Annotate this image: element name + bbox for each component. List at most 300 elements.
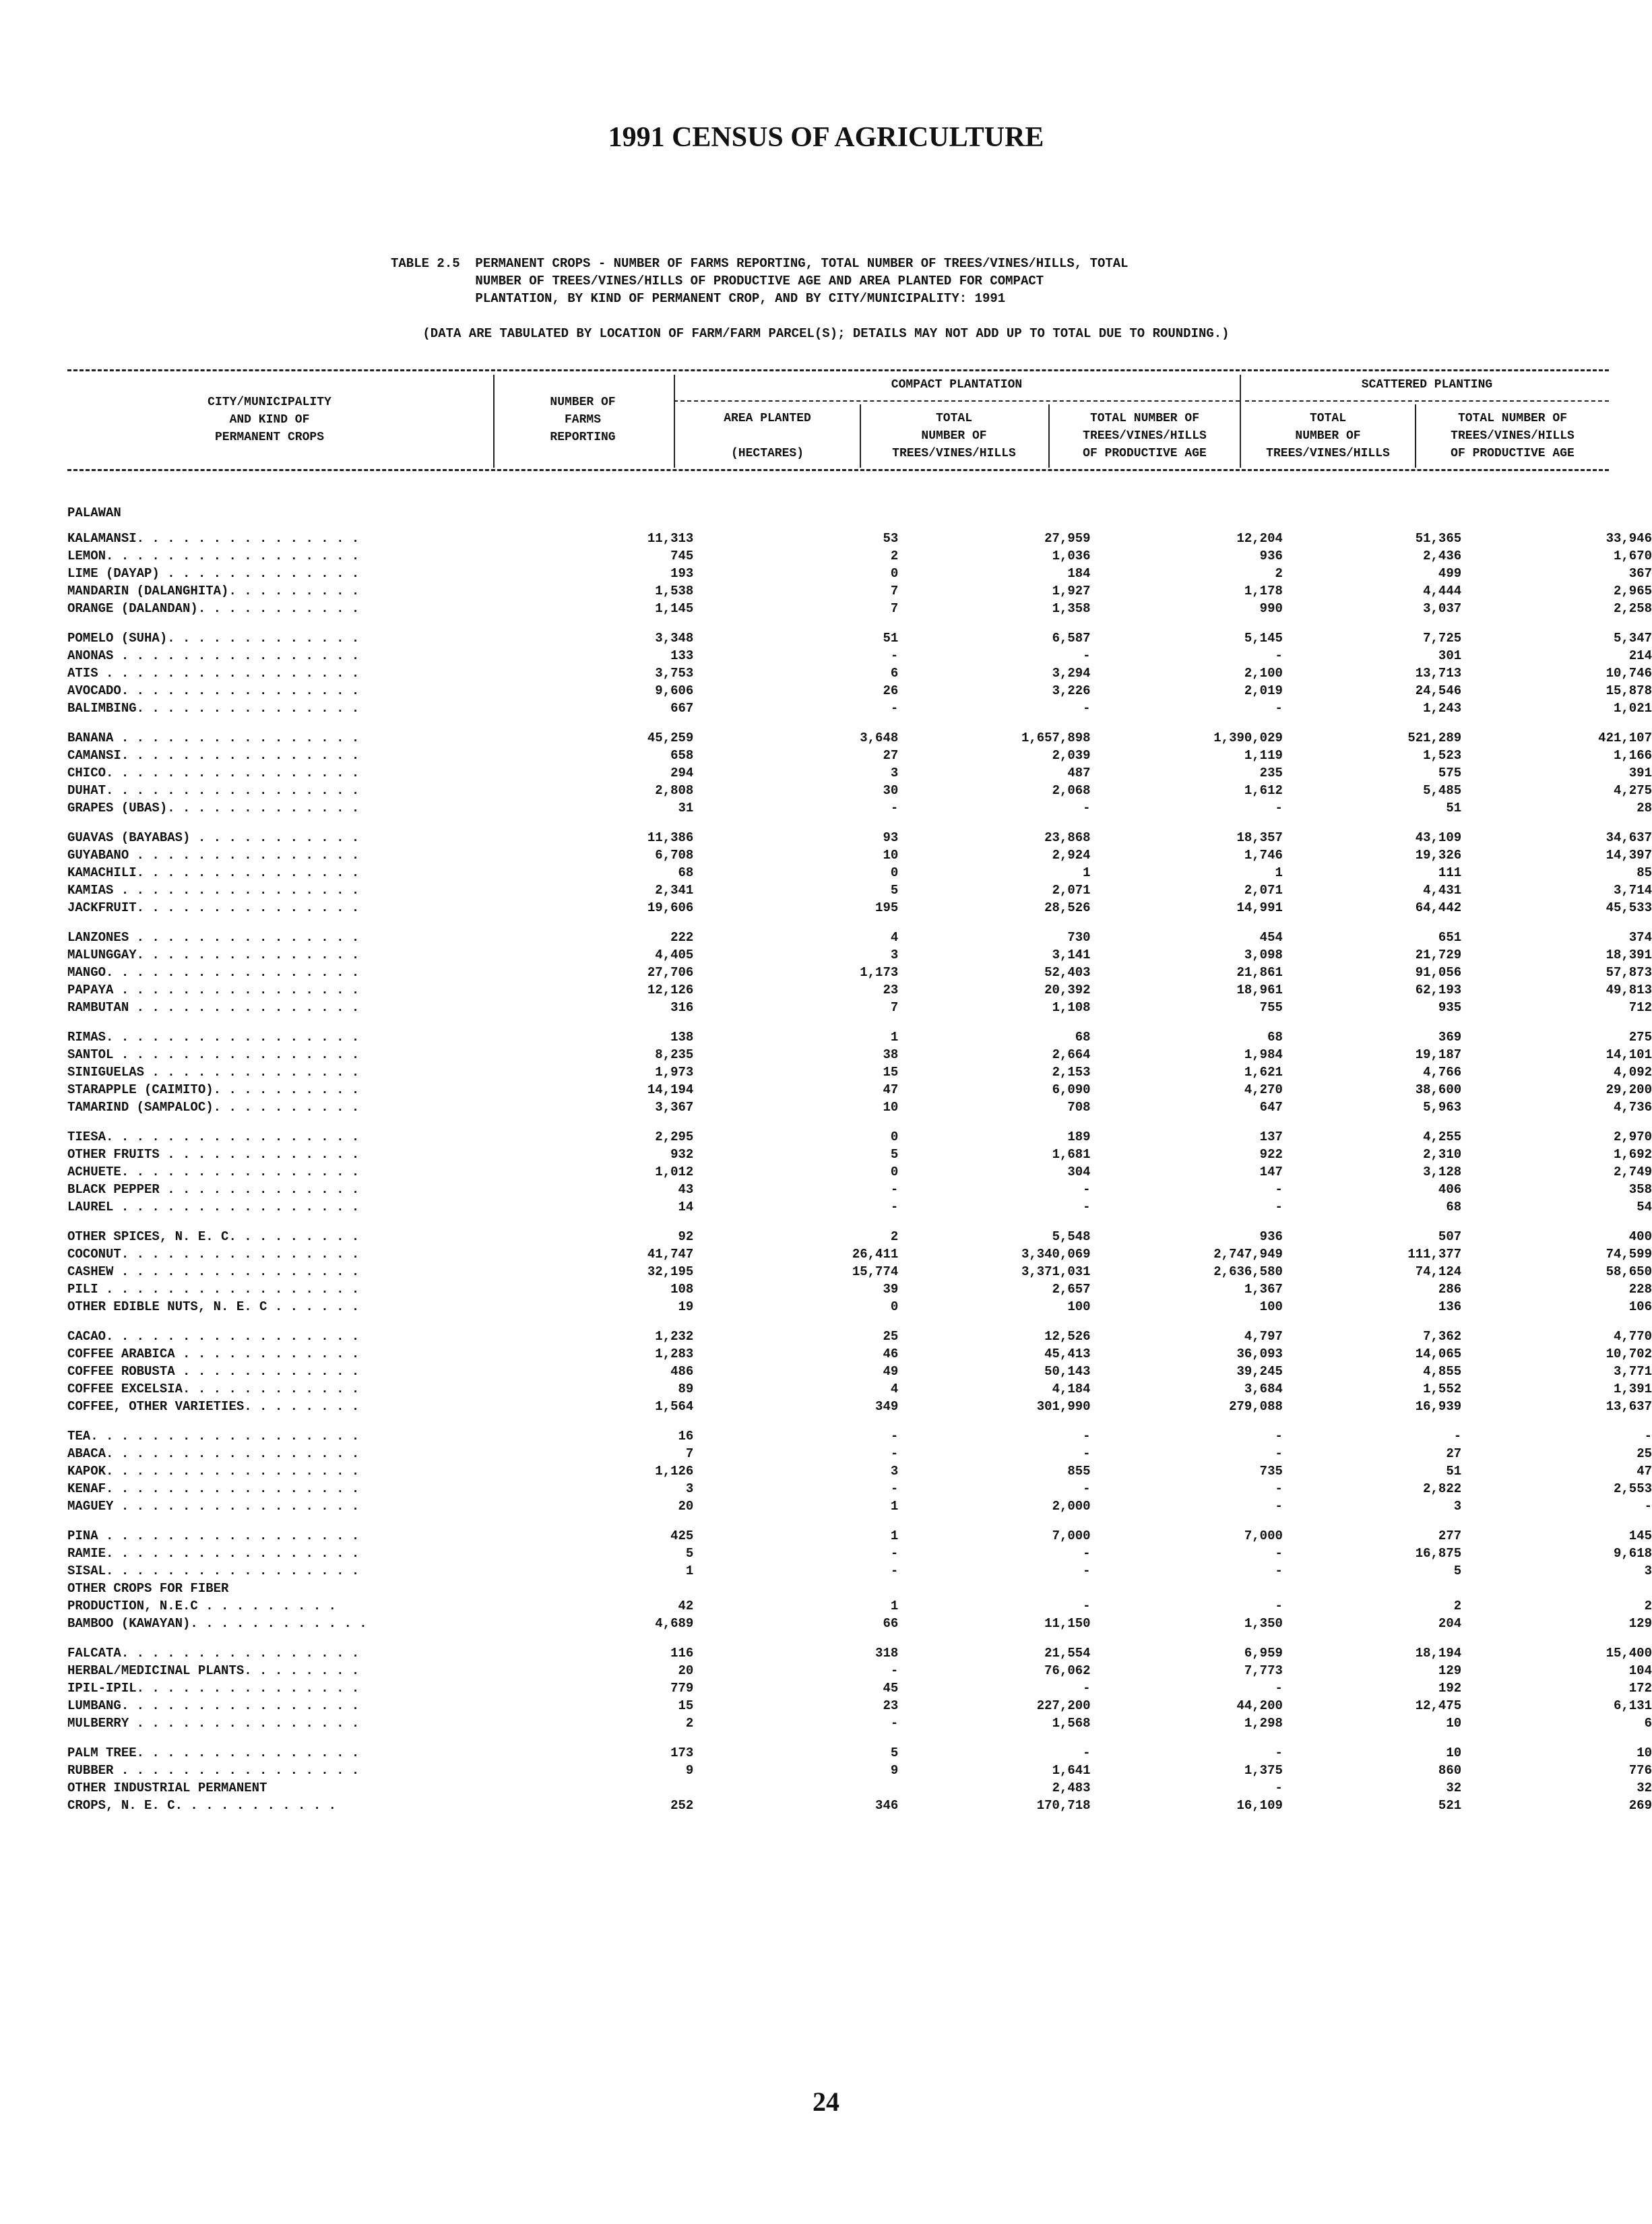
scattered-total-cell: 18,194 [1415,1646,1462,1661]
compact-total-cell: 855 [1067,1464,1091,1479]
scattered-productive-cell: 214 [1628,648,1652,663]
table-row [67,1128,1652,1146]
table-row [67,1644,1652,1662]
farms-reporting-cell: 316 [670,1000,694,1015]
scattered-productive-cell: 5,347 [1613,631,1652,646]
table-row [67,1597,1652,1615]
scattered-productive-cell: 49,813 [1606,983,1652,997]
table-row [67,747,1652,764]
compact-productive-cell: - [1275,701,1283,716]
table-row [67,882,1652,899]
scattered-productive-cell: 14,101 [1606,1047,1652,1062]
scattered-total-cell: 1,523 [1423,748,1462,763]
scattered-total-cell: 19,326 [1415,848,1462,863]
compact-total-cell: 2,000 [1052,1499,1091,1514]
scattered-total-cell: 62,193 [1415,983,1462,997]
scattered-total-cell: 4,431 [1423,883,1462,898]
area-planted-cell: - [890,1546,899,1561]
scattered-total-cell: 5,963 [1423,1100,1462,1115]
spacer-cell [67,917,1652,929]
crop-name: LIME (DAYAP) . . . . . . . . . . . . . [67,566,360,581]
table-row [67,1797,1652,1814]
farms-reporting-cell: 92 [678,1229,694,1244]
compact-productive-cell: - [1275,1446,1283,1461]
scattered-productive-cell: 172 [1628,1681,1652,1696]
header-col5-line1: TOTAL [1309,412,1346,425]
compact-total-cell: 23,868 [1044,830,1091,845]
compact-productive-cell: 1,350 [1244,1616,1283,1631]
compact-productive-cell: 454 [1259,930,1283,945]
farms-reporting-cell: 12,126 [647,983,694,997]
scattered-total-cell: 4,766 [1423,1065,1462,1080]
table-row [67,1380,1652,1398]
compact-total-cell [898,1580,1090,1597]
farms-reporting-cell: 1,538 [655,584,694,598]
scattered-total-cell: 651 [1438,930,1462,945]
scattered-productive-cell: 129 [1628,1616,1652,1631]
area-planted-cell: 5 [890,1147,899,1162]
scattered-productive-cell: 45,533 [1606,900,1652,915]
scattered-total-cell: 3 [1453,1499,1462,1514]
area-planted-cell: 38 [883,1047,899,1062]
crop-name: RAMIE. . . . . . . . . . . . . . . . . [67,1546,360,1561]
header-col5-line3: TREES/VINES/HILLS [1266,447,1390,460]
compact-total-cell: 170,718 [1036,1798,1091,1813]
area-planted-cell: 51 [883,631,899,646]
scattered-productive-cell: 1,692 [1613,1147,1652,1162]
scattered-total-cell: 51 [1446,1464,1462,1479]
scattered-productive-cell: 14,397 [1606,848,1652,863]
compact-total-cell: - [1083,1599,1091,1613]
compact-total-cell: 76,062 [1044,1663,1091,1678]
table-row [67,565,1652,582]
scattered-productive-cell: 367 [1628,566,1652,581]
scattered-total-cell: 406 [1438,1182,1462,1197]
scattered-productive-cell: 1,391 [1613,1382,1652,1396]
area-planted-cell: 0 [890,1165,899,1179]
table-row [67,1744,1652,1762]
group-spacer [67,1016,1652,1028]
compact-total-cell: - [1083,1481,1091,1496]
table-row [67,682,1652,700]
farms-reporting-cell: 932 [670,1147,694,1162]
scattered-total-cell: 4,855 [1423,1364,1462,1379]
table-row [67,600,1652,617]
scattered-total-cell: 1,552 [1423,1382,1462,1396]
crop-name: MAGUEY . . . . . . . . . . . . . . . . [67,1499,360,1514]
farms-reporting-cell: 173 [670,1746,694,1760]
farms-reporting-cell: 9,606 [655,683,694,698]
header-col3-line3: TREES/VINES/HILLS [892,447,1016,460]
crop-name: GUAVAS (BAYABAS) . . . . . . . . . . . [67,830,360,845]
compact-productive-cell: 39,245 [1236,1364,1283,1379]
compact-productive-cell: 44,200 [1236,1698,1283,1713]
farms-reporting-cell: 27,706 [647,965,694,980]
area-planted-cell: 7 [890,1000,899,1015]
farms-reporting-cell: 108 [670,1282,694,1297]
farms-reporting-cell: 6,708 [655,848,694,863]
scattered-total-cell: 3,037 [1423,601,1462,616]
spacer-cell [67,1316,1652,1328]
header-col6-line2: TREES/VINES/HILLS [1451,429,1575,443]
group-spacer [67,1732,1652,1744]
scattered-total-cell: 286 [1438,1282,1462,1297]
area-planted-cell: - [890,1716,899,1731]
farms-reporting-cell: 116 [670,1646,694,1661]
table-row [67,782,1652,799]
crop-name: CASHEW . . . . . . . . . . . . . . . . [67,1264,360,1279]
scattered-total-cell: 192 [1438,1681,1462,1696]
table-row [67,1163,1652,1181]
farms-reporting-cell: 5 [685,1546,694,1561]
compact-productive-cell: 147 [1259,1165,1283,1179]
table-row [67,1462,1652,1480]
scattered-total-cell [1283,1580,1461,1597]
compact-productive-cell: 100 [1259,1299,1283,1314]
compact-total-cell: 304 [1067,1165,1091,1179]
compact-total-cell: 487 [1067,766,1091,780]
farms-reporting-cell: 20 [678,1499,694,1514]
crop-name: SINIGUELAS . . . . . . . . . . . . . . [67,1065,360,1080]
compact-total-cell: 3,141 [1052,948,1091,962]
area-planted-cell: - [890,1200,899,1214]
scattered-productive-cell: 1,670 [1613,549,1652,563]
farms-reporting-cell [495,1580,693,1597]
farms-reporting-cell: 745 [670,549,694,563]
crop-name: OTHER INDUSTRIAL PERMANENT [67,1781,267,1795]
compact-productive-cell: 1,390,029 [1213,731,1283,745]
farms-reporting-cell: 294 [670,766,694,780]
compact-productive-cell: 1,178 [1244,584,1283,598]
farms-reporting-cell: 4,405 [655,948,694,962]
area-planted-cell: 47 [883,1082,899,1097]
scattered-total-cell: 21,729 [1415,948,1462,962]
table-row [67,1245,1652,1263]
compact-total-cell: - [1083,1446,1091,1461]
farms-reporting-cell: 425 [670,1528,694,1543]
scattered-total-cell: 1,243 [1423,701,1462,716]
scattered-productive-cell: 106 [1628,1299,1652,1314]
table-row [67,1046,1652,1063]
compact-productive-cell [1091,1580,1283,1597]
crop-name: CACAO. . . . . . . . . . . . . . . . . [67,1329,360,1344]
area-planted-cell: 4 [890,1382,899,1396]
table-row [67,1028,1652,1046]
header-farms-reporting [499,394,667,446]
area-planted-cell: 30 [883,783,899,798]
scattered-productive-cell: 29,200 [1606,1082,1652,1097]
compact-total-cell: 21,554 [1044,1646,1091,1661]
compact-total-cell: - [1083,1746,1091,1760]
compact-total-cell: 6,090 [1052,1082,1091,1097]
table-row [67,1715,1652,1732]
table-row [67,1081,1652,1099]
table-row [67,1228,1652,1245]
farms-reporting-cell: 20 [678,1663,694,1678]
header-scattered-total [1241,410,1415,462]
header-compact-total [861,410,1047,462]
crop-name: COFFEE ROBUSTA . . . . . . . . . . . . [67,1364,360,1379]
group-spacer [67,1515,1652,1527]
scattered-total-cell: 3,128 [1423,1165,1462,1179]
compact-total-cell: 5,548 [1052,1229,1091,1244]
table-row [67,1099,1652,1116]
header-col0-line1: CITY/MUNICIPALITY [208,396,331,409]
crop-name: OTHER FRUITS . . . . . . . . . . . . . [67,1147,360,1162]
table-row [67,1198,1652,1216]
crop-name: SANTOL . . . . . . . . . . . . . . . . [67,1047,360,1062]
scattered-productive-cell: 712 [1628,1000,1652,1015]
crop-name: COCONUT. . . . . . . . . . . . . . . . [67,1247,360,1262]
table-row [67,1146,1652,1163]
scattered-productive-cell: 3,714 [1613,883,1652,898]
compact-productive-cell: 755 [1259,1000,1283,1015]
scattered-productive-cell: 2,258 [1613,601,1652,616]
compact-total-cell: 2,071 [1052,883,1091,898]
scattered-total-cell: 24,546 [1415,683,1462,698]
compact-total-cell: 1,641 [1052,1763,1091,1778]
crop-name: OTHER EDIBLE NUTS, N. E. C . . . . . . [67,1299,360,1314]
compact-productive-cell: 1,119 [1244,748,1283,763]
farms-reporting-cell: 2,341 [655,883,694,898]
compact-total-cell: - [1083,1564,1091,1578]
area-planted-cell: 5 [890,883,899,898]
scattered-total-cell: 2,436 [1423,549,1462,563]
crop-name: KAMACHILI. . . . . . . . . . . . . . . [67,865,360,880]
compact-total-cell: 2,657 [1052,1282,1091,1297]
scattered-productive-cell: 10,702 [1606,1347,1652,1361]
area-planted-cell: 10 [883,848,899,863]
group-spacer [67,817,1652,829]
area-planted-cell: 4 [890,930,899,945]
scattered-total-cell: 2,310 [1423,1147,1462,1162]
header-compact-productive [1050,410,1240,462]
area-planted-cell: 26,411 [852,1247,899,1262]
compact-productive-cell: 137 [1259,1130,1283,1144]
farms-reporting-cell: 193 [670,566,694,581]
compact-productive-cell: 21,861 [1236,965,1283,980]
scattered-total-cell: 111,377 [1407,1247,1462,1262]
compact-productive-cell: 1,621 [1244,1065,1283,1080]
compact-productive-cell: - [1275,1599,1283,1613]
scattered-productive-cell: 776 [1628,1763,1652,1778]
area-planted-cell: 23 [883,1698,899,1713]
scattered-total-cell: 2 [1453,1599,1462,1613]
compact-total-cell: 2,664 [1052,1047,1091,1062]
compact-productive-cell: - [1275,1746,1283,1760]
farms-reporting-cell: 3,367 [655,1100,694,1115]
header-col2-line1: AREA PLANTED [724,412,811,425]
compact-productive-cell: 2,100 [1244,666,1283,681]
compact-total-cell: 1,927 [1052,584,1091,598]
area-planted-cell: 66 [883,1616,899,1631]
scattered-productive-cell: 58,650 [1606,1264,1652,1279]
compact-productive-cell: 7,000 [1244,1528,1283,1543]
scattered-divider [1245,400,1609,402]
compact-productive-cell: - [1275,1781,1283,1795]
area-planted-cell: 1 [890,1528,899,1543]
table-row [67,665,1652,682]
empty-cell [495,496,693,530]
table-row [67,1615,1652,1632]
farms-reporting-cell: 133 [670,648,694,663]
area-planted-cell [693,1580,898,1597]
group-spacer [67,617,1652,629]
crop-name: PRODUCTION, N.E.C . . . . . . . . . [67,1599,337,1613]
header-col1-line1: NUMBER OF [550,396,616,409]
header-col4-line3: OF PRODUCTIVE AGE [1083,447,1207,460]
area-planted-cell: 1 [890,1499,899,1514]
compact-total-cell: 1,681 [1052,1147,1091,1162]
scattered-total-cell: 12,475 [1415,1698,1462,1713]
area-planted-cell: - [890,801,899,815]
area-planted-cell: 1 [890,1599,899,1613]
scattered-productive-cell: 9,618 [1613,1546,1652,1561]
crop-name: LUMBANG. . . . . . . . . . . . . . . . [67,1698,360,1713]
area-planted-cell: 10 [883,1100,899,1115]
area-planted-cell: 23 [883,983,899,997]
table-row [67,899,1652,917]
table-caption [391,255,1129,307]
scattered-total-cell: 5,485 [1423,783,1462,798]
crop-name: CROPS, N. E. C. . . . . . . . . . . [67,1798,337,1813]
table-row [67,1398,1652,1415]
scattered-productive-cell: 2 [1644,1599,1652,1613]
farms-reporting-cell: 2 [685,1716,694,1731]
scattered-productive-cell: 3,771 [1613,1364,1652,1379]
scattered-productive-cell: 1,021 [1613,701,1652,716]
compact-productive-cell: - [1275,1182,1283,1197]
table-row [67,799,1652,817]
compact-total-cell: 52,403 [1044,965,1091,980]
table-row [67,629,1652,647]
compact-productive-cell: - [1275,801,1283,815]
scattered-total-cell: 4,444 [1423,584,1462,598]
header-col6-line3: OF PRODUCTIVE AGE [1451,447,1575,460]
scattered-productive-cell: 15,400 [1606,1646,1652,1661]
compact-total-cell: 45,413 [1044,1347,1091,1361]
farms-reporting-cell: 658 [670,748,694,763]
table-row [67,582,1652,600]
scattered-productive-cell: 4,092 [1613,1065,1652,1080]
table-row [67,999,1652,1016]
scattered-productive-cell: 18,391 [1606,948,1652,962]
caption-line-1: TABLE 2.5 PERMANENT CROPS - NUMBER OF FARMS REPORTING, TOTAL NUMBER OF TREES/VINES/HILLS, TOTAL [391,256,1129,271]
compact-total-cell: 20,392 [1044,983,1091,997]
scattered-total-cell: 2,822 [1423,1481,1462,1496]
empty-cell [693,496,898,530]
area-planted-cell: - [890,1663,899,1678]
table-row [67,929,1652,946]
table-row [67,1580,1652,1597]
scattered-total-cell: 43,109 [1415,830,1462,845]
table-row [67,1445,1652,1462]
crop-name: LAUREL . . . . . . . . . . . . . . . . [67,1200,360,1214]
farms-reporting-cell: 3,348 [655,631,694,646]
empty-cell [1461,496,1652,530]
crop-name: BALIMBING. . . . . . . . . . . . . . . [67,701,360,716]
header-col3-line2: NUMBER OF [921,429,987,443]
area-planted-cell: - [890,648,899,663]
farms-reporting-cell: 7 [685,1446,694,1461]
compact-productive-cell: 279,088 [1229,1399,1283,1414]
scattered-productive-cell: 3 [1644,1564,1652,1578]
scattered-total-cell: 14,065 [1415,1347,1462,1361]
crop-name: JACKFRUIT. . . . . . . . . . . . . . . [67,900,360,915]
area-planted-cell: 46 [883,1347,899,1361]
table-row [67,1181,1652,1198]
farms-reporting-cell: 1 [685,1564,694,1578]
scattered-productive-cell: 6,131 [1613,1698,1652,1713]
compact-total-cell: - [1083,1200,1091,1214]
crop-name: ABACA. . . . . . . . . . . . . . . . . [67,1446,360,1461]
scattered-productive-cell: 28 [1637,801,1652,815]
scattered-total-cell: 68 [1446,1200,1462,1214]
group-spacer [67,1116,1652,1128]
table-row [67,647,1652,665]
compact-productive-cell: - [1275,1481,1283,1496]
compact-productive-cell: 990 [1259,601,1283,616]
scattered-total-cell: 575 [1438,766,1462,780]
area-planted-cell: - [890,1564,899,1578]
area-planted-cell: - [890,1446,899,1461]
compact-total-cell: 189 [1067,1130,1091,1144]
crop-name: RUBBER . . . . . . . . . . . . . . . . [67,1763,360,1778]
compact-total-cell: 27,959 [1044,531,1091,546]
compact-total-cell: - [1083,801,1091,815]
compact-total-cell: 1,657,898 [1021,731,1091,745]
table-row [67,1063,1652,1081]
table-row [67,1497,1652,1515]
scattered-productive-cell: 1,166 [1613,748,1652,763]
scattered-total-cell: 7,725 [1423,631,1462,646]
compact-total-cell: - [1083,1546,1091,1561]
scattered-total-cell: 111 [1438,865,1462,880]
compact-productive-cell: - [1275,1564,1283,1578]
header-col5-line2: NUMBER OF [1295,429,1361,443]
farms-reporting-cell: 45,259 [647,731,694,745]
farms-reporting-cell: 19,606 [647,900,694,915]
farms-reporting-cell: 8,235 [655,1047,694,1062]
compact-productive-cell: 14,991 [1236,900,1283,915]
area-planted-cell: 3,648 [860,731,899,745]
table-row [67,981,1652,999]
table-row [67,1679,1652,1697]
scattered-total-cell: 51,365 [1415,531,1462,546]
scattered-total-cell: 91,056 [1415,965,1462,980]
area-planted-cell: - [890,701,899,716]
compact-total-cell: 1,358 [1052,601,1091,616]
scattered-total-cell: 277 [1438,1528,1462,1543]
area-planted-cell: - [890,1481,899,1496]
farms-reporting-cell: 1,232 [655,1329,694,1344]
scattered-productive-cell: 57,873 [1606,965,1652,980]
compact-productive-cell: 2,071 [1244,883,1283,898]
crop-name: CAMANSI. . . . . . . . . . . . . . . . [67,748,360,763]
scattered-total-cell: 369 [1438,1030,1462,1045]
scattered-total-cell: 499 [1438,566,1462,581]
scattered-total-cell: 27 [1446,1446,1462,1461]
table-row [67,1562,1652,1580]
table-row [67,1762,1652,1779]
compact-productive-cell: 3,098 [1244,948,1283,962]
compact-total-cell: 2,068 [1052,783,1091,798]
compact-total-cell: 11,150 [1044,1616,1091,1631]
scattered-productive-cell: 374 [1628,930,1652,945]
scattered-total-cell: 16,939 [1415,1399,1462,1414]
compact-total-cell: 2,039 [1052,748,1091,763]
farms-reporting-cell [495,1779,693,1797]
